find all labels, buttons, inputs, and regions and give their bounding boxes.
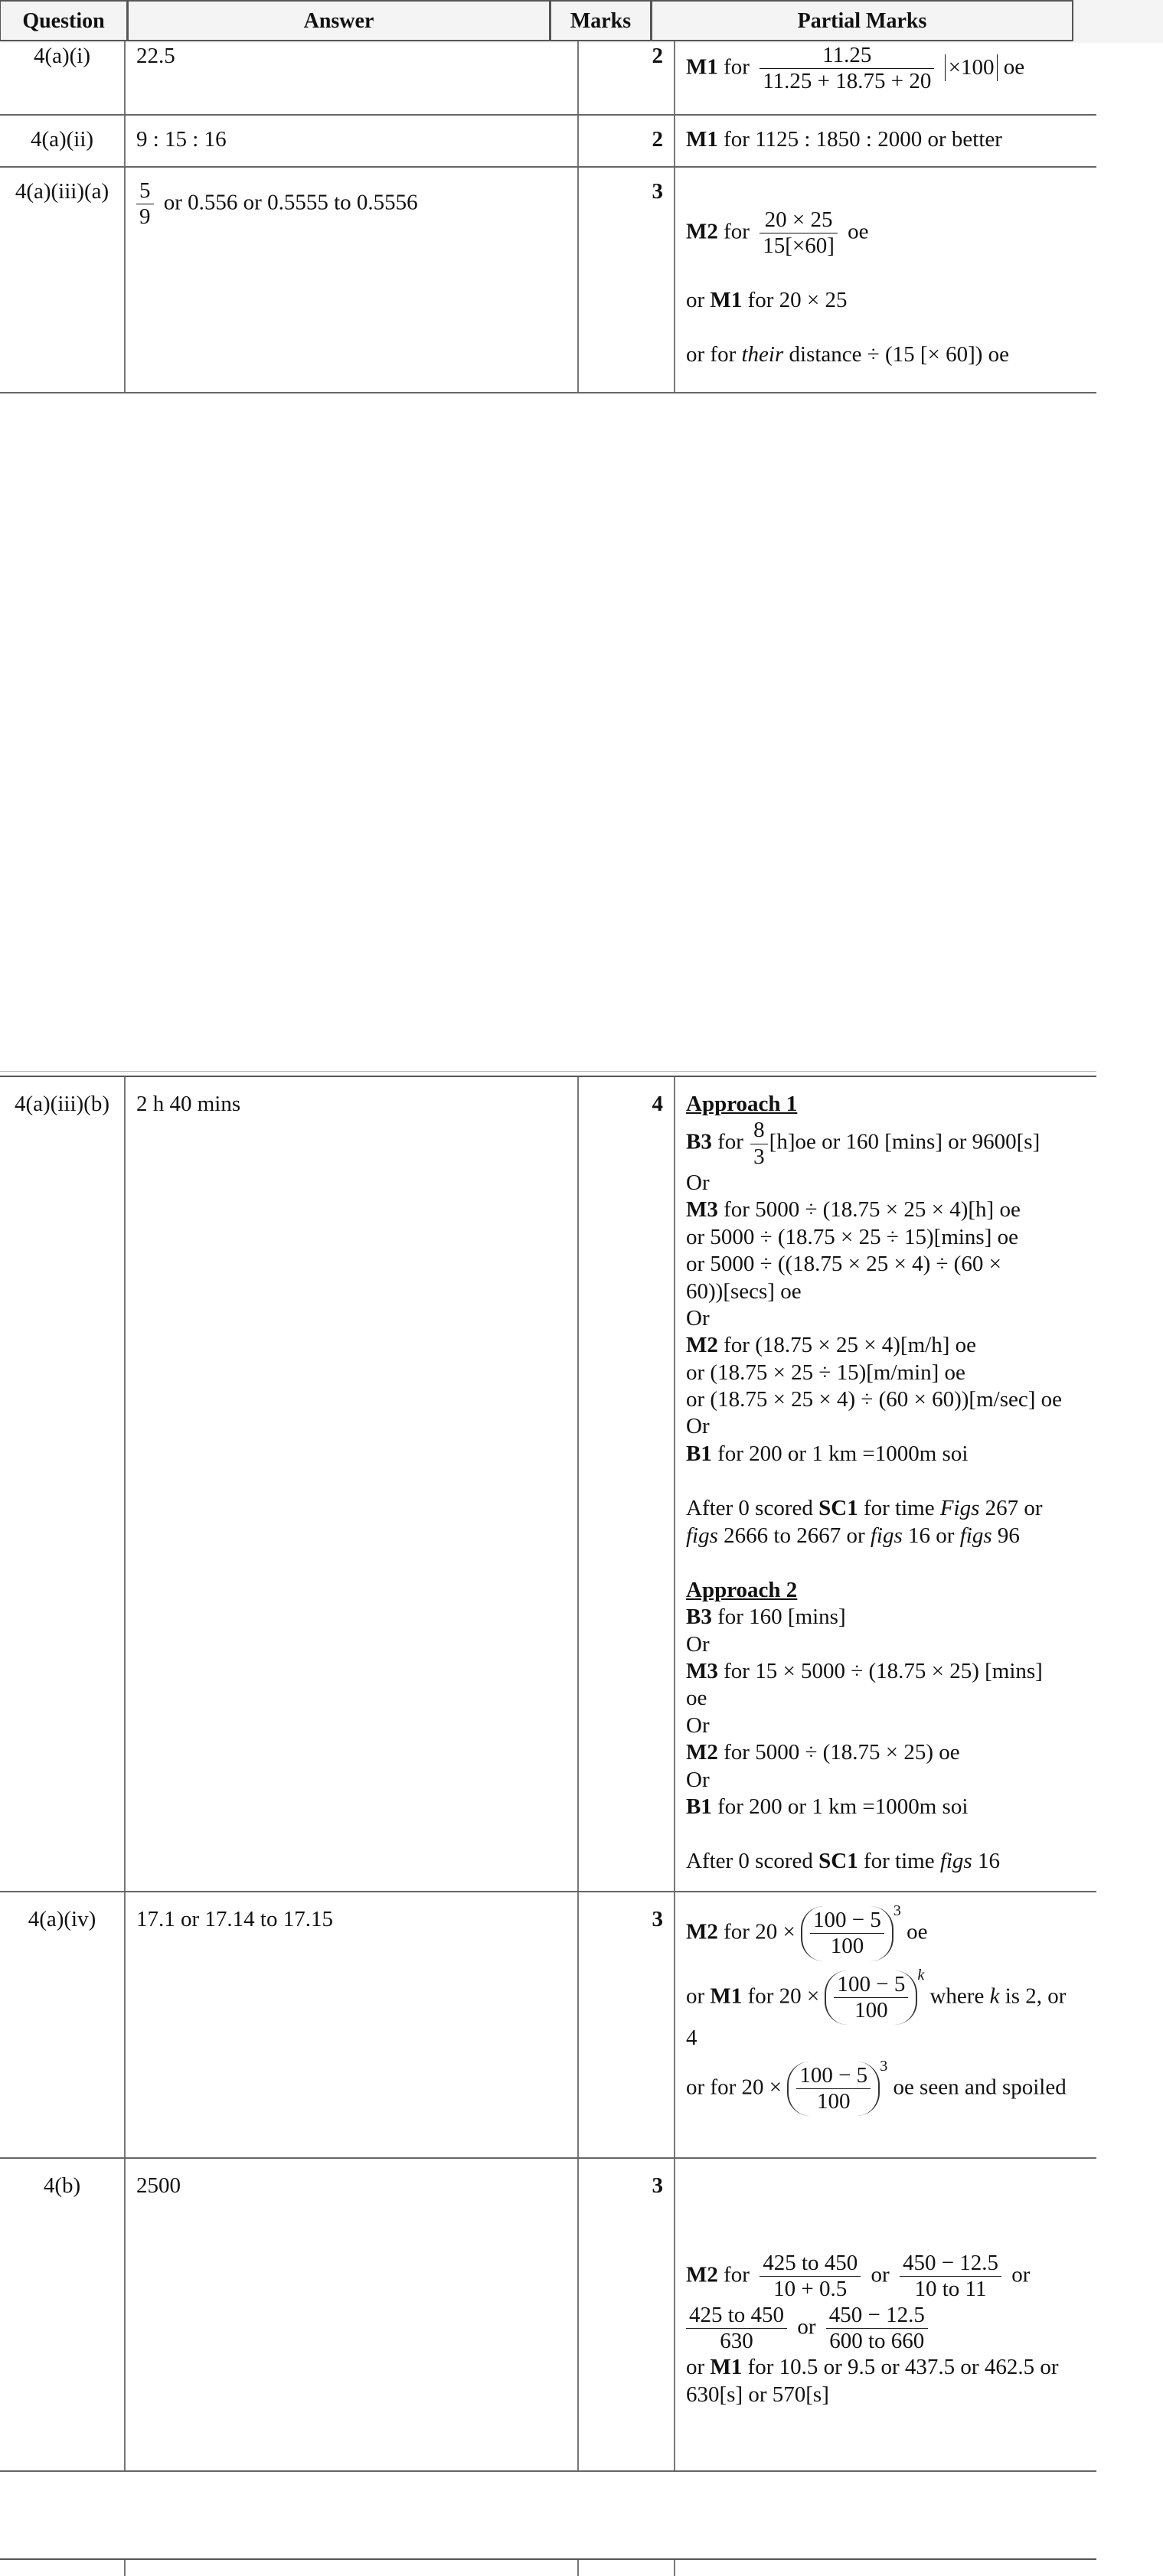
marks: 3 [652,179,663,204]
header-question: Question [0,0,128,41]
question-id: 4(a)(iv) [28,1907,96,1931]
table-row [0,168,1096,393]
table-block-1 [0,41,1096,393]
partial-marks: M2 for 20 × $\frac{100 - 5}{100}$ $^3$ oe or M1 for 20 × $\frac{100 - 5}{100}$ $^k$ where k is 2, or 4 or for 20 × $\frac{100 - 5}{100}$ $^3$ oe seen and spoiled [675,1892,1096,2116]
table-row [0,41,1096,116]
header-marks: Marks [550,0,652,41]
marks: 3 [652,1907,663,1931]
marks: 3 [652,2173,663,2198]
table-block-2 [0,1076,1096,2472]
marks: 2 [652,44,663,68]
partial-marks: M1 for $\frac{11.25}{11.25 + 18.75 + 20}$ ×100 oe [686,43,1025,94]
table-row [0,1077,1096,1892]
answer: $\frac{5}{9}$ or 0.556 or 0.5555 to 0.5556 [126,168,577,230]
answer: 9 : 15 : 16 [136,127,227,152]
answer: 2500 [136,2173,181,2198]
partial-marks: M2 for $\frac{20 \times 25}{15[\times 60]}$ oe or M1 for 20 × 25 or for their distance ÷ (15 [× 60]) oe [686,207,1010,367]
table-row [0,1892,1096,2159]
question-id: 4(a)(i) [33,44,91,68]
marks: 4 [652,1092,663,1116]
table-block-3 [0,2558,1096,2576]
table-header [0,0,1163,43]
header-partial-marks: Partial Marks [652,0,1073,41]
partial-marks: M1 for 1125 : 1850 : 2000 or better [686,127,1002,152]
answer: 22.5 [136,44,175,68]
question-id: 4(b) [43,2173,81,2198]
question-id: 4(a)(iii)(b) [15,1092,109,1116]
partial-marks: Approach 1 B3 for $\frac{8}{3}$ [h]oe or 160 [mins] or 9600[s] Or M3 for 5000 ÷ (18.75 × 25 × 4)[h] oe or 5000 ÷ (18.75 × 25 ÷ 15)[mins] oe or 5000 ÷ ((18.75 × 25 × 4) ÷ (60 × 60))[secs] oe Or M2 for (18.75 × 25 × 4)[m/h] oe or (18.75 × 25 ÷ 15)[m/min] oe or (18.75 × 25 × 4) ÷ (60 × 60))[m/sec] oe Or B1 for 200 or 1 km =1000m soi After 0 scored SC1 for time Figs 267 or figs 2666 to 2667 or figs 16 or figs 96 Approach 2 B3 for 160 [mins] Or M3 for 15 × 5000 ÷ (18.75 × 25) [mins] oe Or M2 for 5000 ÷ (18.75 × 25) oe Or B1 for 200 or 1 km =1000m soi After 0 scored SC1 for time figs 16 [686,1092,1063,1874]
answer: 17.1 or 17.14 to 17.15 [136,1907,333,1931]
partial-marks: M2 for $\frac{425 to 450}{10 + 0.5}$ or $\frac{450 - 12.5}{10 to 11}$ or $\frac{425 to 450}{630}$ or $\frac{450 - 12.5}{600 to 660}$ or M1 for 10.5 or 9.5 or 437.5 or 462.5 or 630[s] or 570[s] [686,2251,1059,2407]
header-answer: Answer [128,0,550,41]
question-id: 4(a)(iii)(a) [15,179,109,204]
table-row [0,2159,1096,2472]
table-row [0,116,1096,168]
question-id: 4(a)(ii) [30,127,94,152]
answer: 2 h 40 mins [136,1092,241,1116]
marks: 2 [652,127,663,152]
